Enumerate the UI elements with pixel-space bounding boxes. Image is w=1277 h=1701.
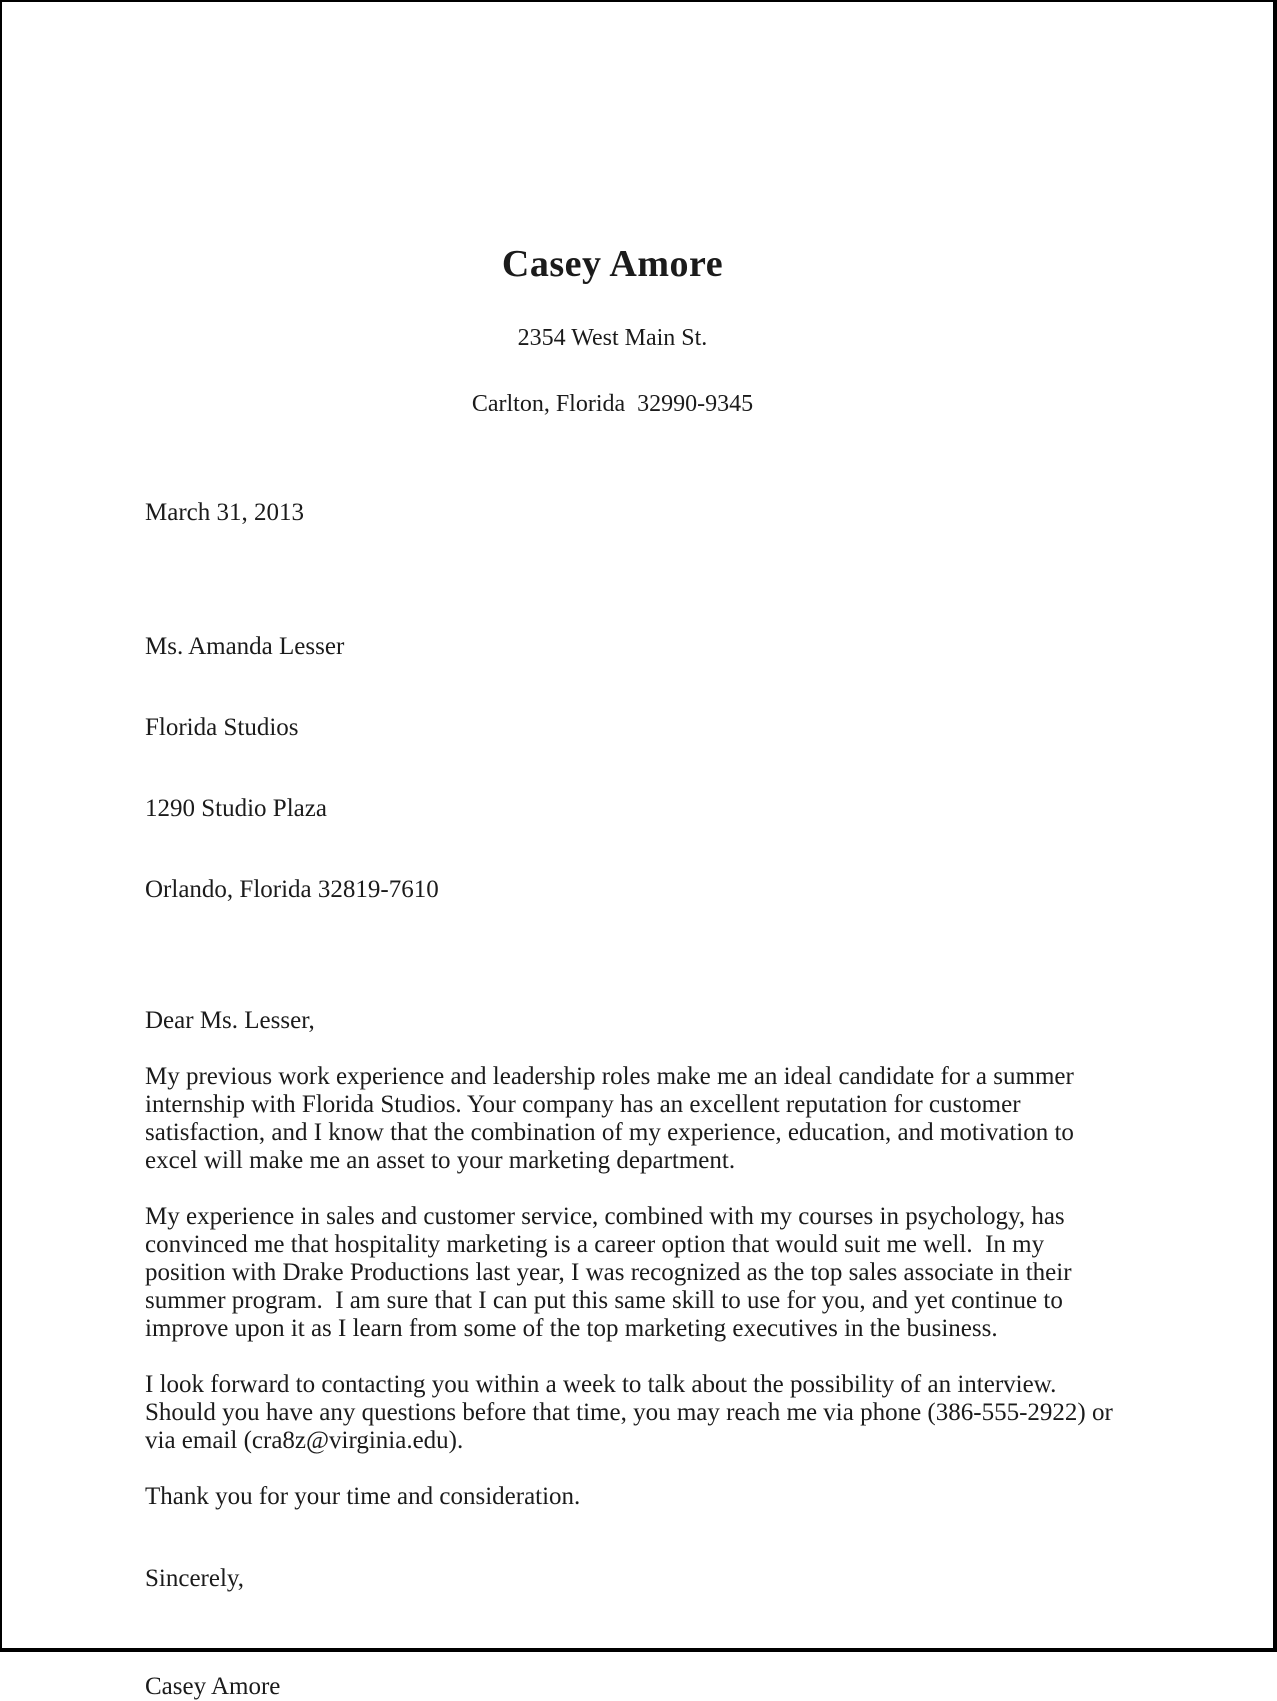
recipient-block: [145, 579, 1120, 957]
closing: Sincerely,: [145, 1565, 245, 1592]
recipient-street: 1290 Studio Plaza: [145, 795, 327, 822]
recipient-name: Ms. Amanda Lesser: [145, 633, 345, 660]
sender-block: [145, 205, 1080, 455]
body-paragraph-1: My previous work experience and leadership roles make me an ideal candidate for a summer internship with Florida Studios. Your company has an excellent reputation for customer satisfaction, and I know that the combination of my experience, education, and motivation to excel will make me an asset to your marketing department.: [145, 1063, 1081, 1174]
sender-address-line1: 2354 West Main St.: [517, 325, 708, 351]
body-paragraph-2: My experience in sales and customer service, combined with my courses in psychology, has convinced me that hospitality marketing is a career option that would suit me well. In my position with Drake Productions last year, I was recognized as the top sales associate in their summer program. I am sure that I can put this same skill to use for you, and yet continue to improve upon it as I learn from some of the top marketing executives in the business.: [145, 1203, 1078, 1342]
letter-content: [2, 2, 1273, 1701]
sender-address-line2: Carlton, Florida 32990-9345: [471, 391, 754, 417]
date-line: March 31, 2013: [145, 499, 304, 526]
thanks-line: Thank you for your time and consideration.: [145, 1483, 581, 1510]
recipient-city-state-zip: Orlando, Florida 32819-7610: [145, 876, 439, 903]
sender-name: Casey Amore: [501, 243, 724, 285]
recipient-company: Florida Studios: [145, 714, 299, 741]
salutation: Dear Ms. Lesser,: [145, 1007, 315, 1034]
signature-name: Casey Amore: [145, 1673, 281, 1700]
body-paragraph-3: I look forward to contacting you within a week to talk about the possibility of an interview. Should you have any questions before that time, you may reach me via phone (386-555-2922) or via email (cra8z@virginia.edu).: [145, 1371, 1120, 1454]
